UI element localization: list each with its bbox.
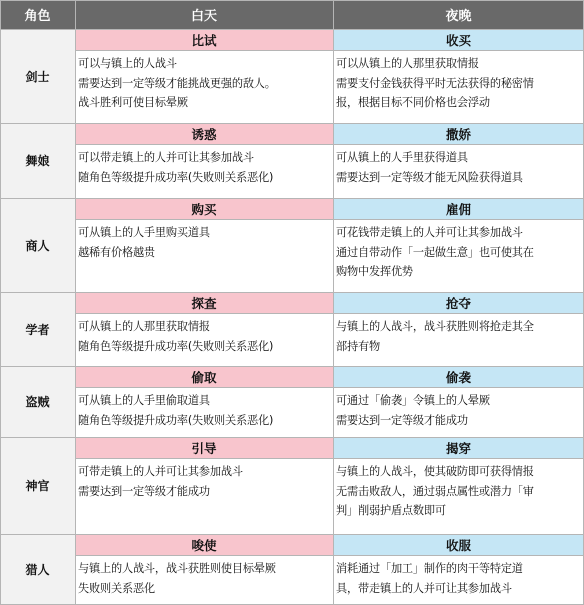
- row-divider: [0, 292, 584, 293]
- night-action-name: 收买: [333, 29, 584, 50]
- header-night: 夜晚: [333, 0, 584, 29]
- name-divider: [75, 313, 584, 314]
- row-divider: [0, 437, 584, 438]
- header-role: 角色: [0, 0, 75, 29]
- day-action-desc: 可以与镇上的人战斗 需要达到一定等级才能挑战更强的敌人。 战斗胜利可使目标晕厥: [78, 57, 276, 109]
- row-divider: [0, 123, 584, 124]
- name-divider: [75, 219, 584, 220]
- role-cell: 学者: [0, 292, 75, 366]
- column-divider: [75, 0, 76, 605]
- day-action-name: 比试: [75, 29, 333, 50]
- row-divider: [0, 534, 584, 535]
- night-action-desc: 可从镇上的人手里获得道具 需要达到一定等级才能无风险获得道具: [336, 151, 523, 184]
- name-divider: [75, 458, 584, 459]
- row-divider: [0, 29, 584, 30]
- day-action-desc: 可从镇上的人手里购买道具 越稀有价格越贵: [78, 226, 210, 259]
- night-action-name: 撒娇: [333, 123, 584, 144]
- name-divider: [75, 555, 584, 556]
- night-action-desc: 可通过「偷袭」令镇上的人晕厥 需要达到一定等级才能成功: [336, 394, 490, 427]
- day-action-desc: 与镇上的人战斗，战斗获胜则使目标晕厥 失败则关系恶化: [78, 562, 276, 595]
- night-action-desc: 消耗通过「加工」制作的肉干等特定道 具，带走镇上的人并可让其参加战斗: [336, 562, 523, 595]
- night-action-desc: 与镇上的人战斗，使其破防即可获得情报 无需击败敌人，通过弱点属性或潜力「审 判」削弱护盾点数即可: [336, 465, 534, 517]
- day-action-name: 引导: [75, 437, 333, 458]
- day-action-desc: 可带走镇上的人并可让其参加战斗 需要达到一定等级才能成功: [78, 465, 243, 498]
- night-action-name: 偷袭: [333, 366, 584, 387]
- name-divider: [75, 387, 584, 388]
- role-cell: 神官: [0, 437, 75, 534]
- day-action-name: 诱惑: [75, 123, 333, 144]
- night-action-name: 收服: [333, 534, 584, 555]
- night-action-name: 抢夺: [333, 292, 584, 313]
- column-divider: [333, 0, 334, 605]
- day-action-name: 偷取: [75, 366, 333, 387]
- day-action-desc: 可以带走镇上的人并可让其参加战斗 随角色等级提升成功率(失败则关系恶化): [78, 151, 274, 184]
- header-day: 白天: [75, 0, 333, 29]
- night-action-name: 雇佣: [333, 198, 584, 219]
- role-cell: 舞娘: [0, 123, 75, 198]
- role-cell: 盗贼: [0, 366, 75, 437]
- day-action-desc: 可从镇上的人手里偷取道具 随角色等级提升成功率(失败则关系恶化): [78, 394, 274, 427]
- role-cell: 商人: [0, 198, 75, 292]
- day-action-name: 唆使: [75, 534, 333, 555]
- row-divider: [0, 0, 584, 1]
- day-action-desc: 可从镇上的人那里获取情报 随角色等级提升成功率(失败则关系恶化): [78, 320, 274, 353]
- night-action-desc: 可花钱带走镇上的人并可让其参加战斗 通过自带动作「一起做生意」也可使其在 购物中发挥优势: [336, 226, 534, 278]
- row-divider: [0, 198, 584, 199]
- name-divider: [75, 50, 584, 51]
- day-action-name: 探查: [75, 292, 333, 313]
- column-divider: [0, 0, 1, 605]
- row-divider: [0, 366, 584, 367]
- night-action-desc: 可以从镇上的人那里获取情报 需要支付金钱获得平时无法获得的秘密情 报，根据目标不同价格也会浮动: [336, 57, 534, 109]
- name-divider: [75, 144, 584, 145]
- night-action-desc: 与镇上的人战斗，战斗获胜则将抢走其全 部持有物: [336, 320, 534, 353]
- day-action-name: 购买: [75, 198, 333, 219]
- role-cell: 剑士: [0, 29, 75, 123]
- night-action-name: 揭穿: [333, 437, 584, 458]
- role-cell: 猎人: [0, 534, 75, 605]
